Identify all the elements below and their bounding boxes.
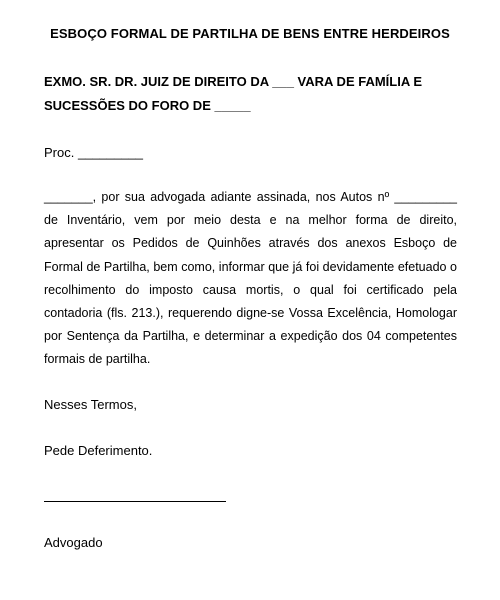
signature-label: Advogado xyxy=(44,535,103,550)
process-number-line: Proc. _________ xyxy=(44,145,144,160)
document-title: ESBOÇO FORMAL DE PARTILHA DE BENS ENTRE HERDEIROS xyxy=(50,26,450,41)
addressee-heading: EXMO. SR. DR. JUIZ DE DIREITO DA ___ VARA DE FAMÍLIA E SUCESSÕES DO FORO DE _____ xyxy=(44,74,423,113)
signature-line xyxy=(44,501,226,502)
body-paragraph: _______, por sua advogada adiante assinada, nos Autos nº _________ de Inventário, vem por meio desta e na melhor forma de direito, apresentar os Pedidos de Quinhões através dos anexos Esboço de Formal de Partilha, bem como, informar que já foi devidamente efetuado o recolhimento do imposto causa mortis, o qual foi certificado pela contadoria (fls. 213.), requerendo digne-se Vossa Excelência, Homologar por Sentença da Partilha, e determinar a expedição dos 04 competentes formais de partilha. xyxy=(44,190,457,367)
closing-terms: Nesses Termos, xyxy=(44,397,137,412)
closing-request: Pede Deferimento. xyxy=(44,443,153,458)
